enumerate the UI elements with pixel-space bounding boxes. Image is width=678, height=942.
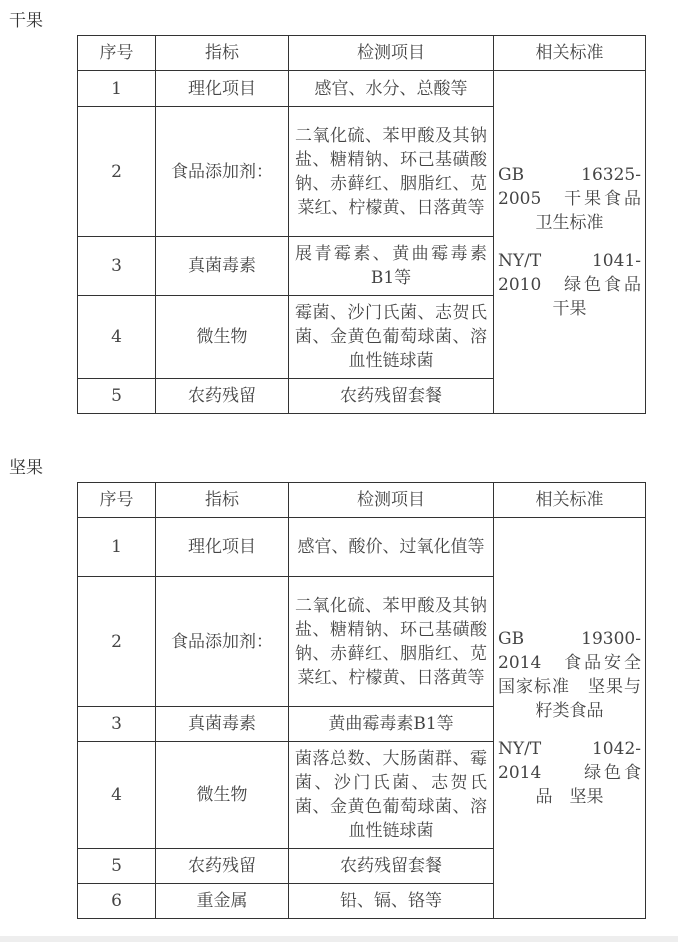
section-title-dried-fruit: 干果 (9, 11, 43, 31)
row-no: 6 (78, 884, 156, 919)
standard-text: GB 16325-2005 干果食品卫生标准 (498, 165, 641, 233)
row-no: 4 (78, 296, 156, 379)
standard-text: NY/T 1042-2014 绿色食品 坚果 (498, 739, 641, 807)
table-row (78, 518, 646, 577)
row-no: 5 (78, 849, 156, 884)
row-items: 霉菌、沙门氏菌、志贺氏菌、金黄色葡萄球菌、溶血性链球菌 (289, 296, 494, 379)
row-no: 5 (78, 379, 156, 414)
table-row (78, 71, 646, 107)
row-items: 黄曲霉毒素B1等 (289, 707, 494, 742)
table-header-row (78, 36, 646, 71)
row-index: 农药残留 (156, 379, 289, 414)
row-no: 1 (78, 518, 156, 577)
row-index: 真菌毒素 (156, 707, 289, 742)
row-no: 3 (78, 707, 156, 742)
row-items: 二氧化硫、苯甲酸及其钠盐、糖精钠、环己基磺酸钠、赤藓红、胭脂红、苋菜红、柠檬黄、日落黄等 (289, 577, 494, 707)
row-index: 微生物 (156, 296, 289, 379)
standard-text: GB 19300-2014 食品安全国家标准 坚果与籽类食品 (498, 629, 641, 721)
header-index: 指标 (156, 36, 289, 71)
table-header-row (78, 483, 646, 518)
row-items: 铅、镉、铬等 (289, 884, 494, 919)
standard-text: NY/T 1041-2010 绿色食品 干果 (498, 251, 658, 319)
row-index: 食品添加剂： (156, 107, 289, 237)
row-index: 食品添加剂： (156, 577, 289, 707)
header-items: 检测项目 (289, 36, 494, 71)
section-title-nuts: 坚果 (9, 458, 43, 478)
row-index: 重金属 (156, 884, 289, 919)
row-index: 理化项目 (156, 71, 289, 107)
row-items: 展青霉素、黄曲霉毒素B1等 (289, 237, 494, 296)
page-bottom-divider (0, 936, 678, 942)
row-index: 真菌毒素 (156, 237, 289, 296)
standards-cell (494, 518, 646, 919)
header-standard: 相关标准 (494, 36, 646, 71)
row-items: 二氧化硫、苯甲酸及其钠盐、糖精钠、环己基磺酸钠、赤藓红、胭脂红、苋菜红、柠檬黄、日落黄等 (289, 107, 494, 237)
row-items: 农药残留套餐 (289, 379, 494, 414)
row-items: 农药残留套餐 (289, 849, 494, 884)
row-no: 2 (78, 577, 156, 707)
row-no: 3 (78, 237, 156, 296)
header-items: 检测项目 (289, 483, 494, 518)
row-index: 农药残留 (156, 849, 289, 884)
header-no: 序号 (78, 483, 156, 518)
row-no: 4 (78, 742, 156, 849)
header-standard: 相关标准 (494, 483, 646, 518)
row-no: 2 (78, 107, 156, 237)
row-index: 微生物 (156, 742, 289, 849)
nuts-table (77, 482, 646, 919)
row-index: 理化项目 (156, 518, 289, 577)
header-no: 序号 (78, 36, 156, 71)
row-no: 1 (78, 71, 156, 107)
row-items: 菌落总数、大肠菌群、霉菌、沙门氏菌、志贺氏菌、金黄色葡萄球菌、溶血性链球菌 (289, 742, 494, 849)
row-items: 感官、酸价、过氧化值等 (289, 518, 494, 577)
row-items: 感官、水分、总酸等 (289, 71, 494, 107)
dried-fruit-table (77, 35, 658, 414)
standards-cell (494, 71, 658, 414)
header-index: 指标 (156, 483, 289, 518)
